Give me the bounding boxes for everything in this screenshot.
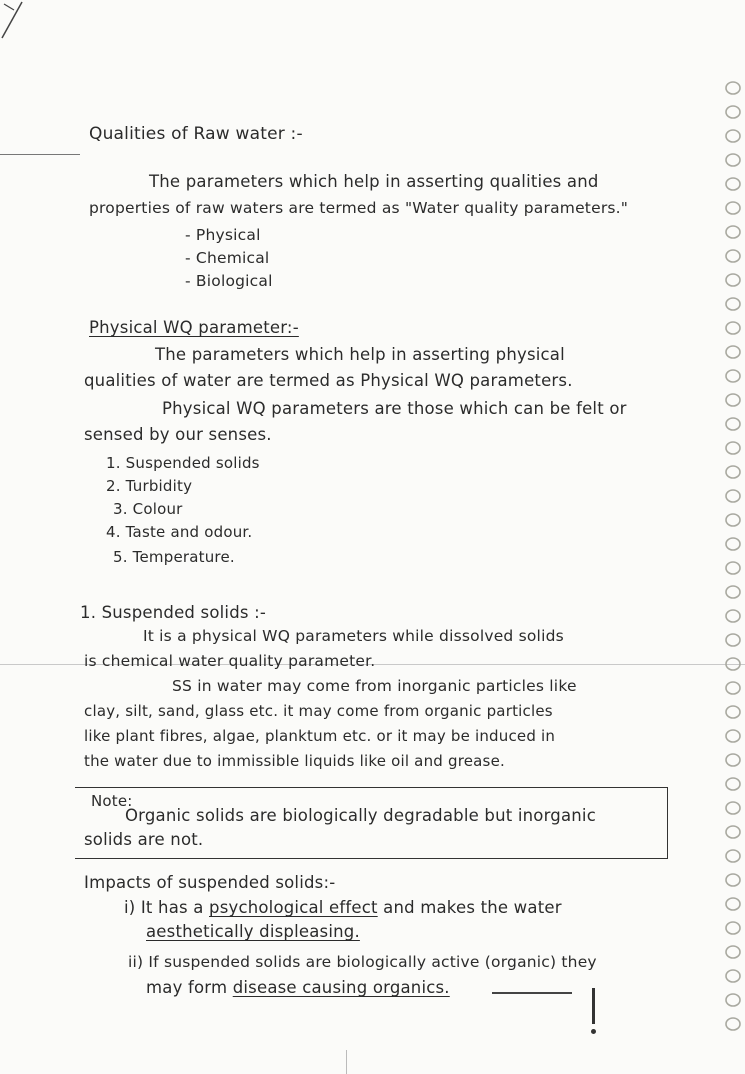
note-label: Note: bbox=[91, 792, 133, 810]
impact-line-4 bbox=[146, 978, 450, 997]
list-item: 5. Temperature. bbox=[113, 548, 235, 566]
binding-ring bbox=[726, 226, 740, 238]
physical-text-2: qualities of water are termed as Physical WQ parameters. bbox=[84, 371, 573, 390]
binding-ring bbox=[726, 898, 740, 910]
binding-ring bbox=[726, 610, 740, 622]
binding-ring bbox=[726, 370, 740, 382]
intro-line-2: properties of raw waters are termed as "Water quality parameters." bbox=[89, 199, 629, 217]
bottom-fold-mark bbox=[346, 1050, 347, 1074]
binding-ring bbox=[726, 634, 740, 646]
binding-ring bbox=[726, 826, 740, 838]
impacts-heading: Impacts of suspended solids:- bbox=[84, 873, 336, 892]
binding-ring bbox=[726, 850, 740, 862]
trailing-underline bbox=[492, 992, 572, 994]
impact-line-1 bbox=[124, 898, 562, 917]
impact-line-3: ii) If suspended solids are biologically active (organic) they bbox=[128, 953, 597, 971]
binding-ring bbox=[726, 154, 740, 166]
physical-text-1: The parameters which help in asserting physical bbox=[155, 345, 565, 364]
category-biological: - Biological bbox=[185, 272, 273, 290]
binding-ring bbox=[726, 490, 740, 502]
physical-heading: Physical WQ parameter:- bbox=[89, 318, 299, 337]
binding-ring bbox=[726, 514, 740, 526]
binding-ring bbox=[726, 394, 740, 406]
list-item: 2. Turbidity bbox=[106, 477, 193, 495]
binding-ring bbox=[726, 250, 740, 262]
binding-ring bbox=[726, 970, 740, 982]
binding-ring bbox=[726, 778, 740, 790]
note-text-2: solids are not. bbox=[84, 830, 204, 849]
ss-text-4: clay, silt, sand, glass etc. it may come from organic particles bbox=[84, 702, 553, 720]
impact-line-1-prefix: i) It has a bbox=[124, 898, 210, 917]
binding-ring bbox=[726, 562, 740, 574]
ss-text-6: the water due to immissible liquids like oil and grease. bbox=[84, 752, 505, 770]
binding-ring bbox=[726, 922, 740, 934]
binding-ring bbox=[726, 202, 740, 214]
exclamation-dot bbox=[591, 1029, 596, 1034]
binding-ring bbox=[726, 730, 740, 742]
ss-text-3: SS in water may come from inorganic particles like bbox=[172, 677, 577, 695]
ss-text-1: It is a physical WQ parameters while dissolved solids bbox=[143, 627, 564, 645]
binding-ring bbox=[726, 658, 740, 670]
binding-ring bbox=[726, 178, 740, 190]
ss-text-5: like plant fibres, algae, planktum etc. or it may be induced in bbox=[84, 727, 556, 745]
margin-line bbox=[0, 154, 80, 155]
pen-stroke-icon bbox=[0, 0, 40, 40]
binding-ring bbox=[726, 946, 740, 958]
binding-ring bbox=[726, 874, 740, 886]
binding-ring bbox=[726, 466, 740, 478]
binding-ring bbox=[726, 274, 740, 286]
impact-line-2: aesthetically displeasing. bbox=[146, 922, 360, 941]
binding-ring bbox=[726, 130, 740, 142]
binding-ring bbox=[726, 754, 740, 766]
binding-ring bbox=[726, 1018, 740, 1030]
page-title: Qualities of Raw water :- bbox=[89, 124, 303, 144]
impact-line-4-prefix: may form bbox=[146, 978, 233, 997]
intro-line-1: The parameters which help in asserting qualities and bbox=[149, 172, 599, 191]
note-text-1: Organic solids are biologically degradable but inorganic bbox=[125, 806, 596, 825]
binding-ring bbox=[726, 706, 740, 718]
impact-line-4-underlined: disease causing organics. bbox=[232, 978, 450, 997]
binding-ring bbox=[726, 346, 740, 358]
physical-text-3: Physical WQ parameters are those which can be felt or bbox=[162, 399, 627, 418]
impact-line-1-underlined: psychological effect bbox=[209, 898, 378, 917]
binding-ring bbox=[726, 418, 740, 430]
ss-text-2: is chemical water quality parameter. bbox=[84, 652, 376, 670]
binding-ring bbox=[726, 442, 740, 454]
binding-ring bbox=[726, 106, 740, 118]
binding-ring bbox=[726, 82, 740, 94]
category-physical: - Physical bbox=[185, 226, 261, 244]
binding-ring bbox=[726, 586, 740, 598]
binding-ring bbox=[726, 802, 740, 814]
ss-heading: 1. Suspended solids :- bbox=[80, 603, 267, 622]
binding-ring bbox=[726, 994, 740, 1006]
list-item: 1. Suspended solids bbox=[106, 454, 260, 472]
binding-ring bbox=[726, 298, 740, 310]
binding-ring bbox=[726, 322, 740, 334]
impact-line-1-suffix: and makes the water bbox=[377, 898, 562, 917]
physical-text-4: sensed by our senses. bbox=[84, 425, 272, 444]
binding-ring bbox=[726, 538, 740, 550]
list-item: 4. Taste and odour. bbox=[106, 523, 253, 541]
spiral-binding-icon bbox=[717, 80, 745, 1040]
list-item: 3. Colour bbox=[113, 500, 183, 518]
binding-ring bbox=[726, 682, 740, 694]
exclamation-mark bbox=[592, 988, 595, 1024]
category-chemical: - Chemical bbox=[185, 249, 270, 267]
